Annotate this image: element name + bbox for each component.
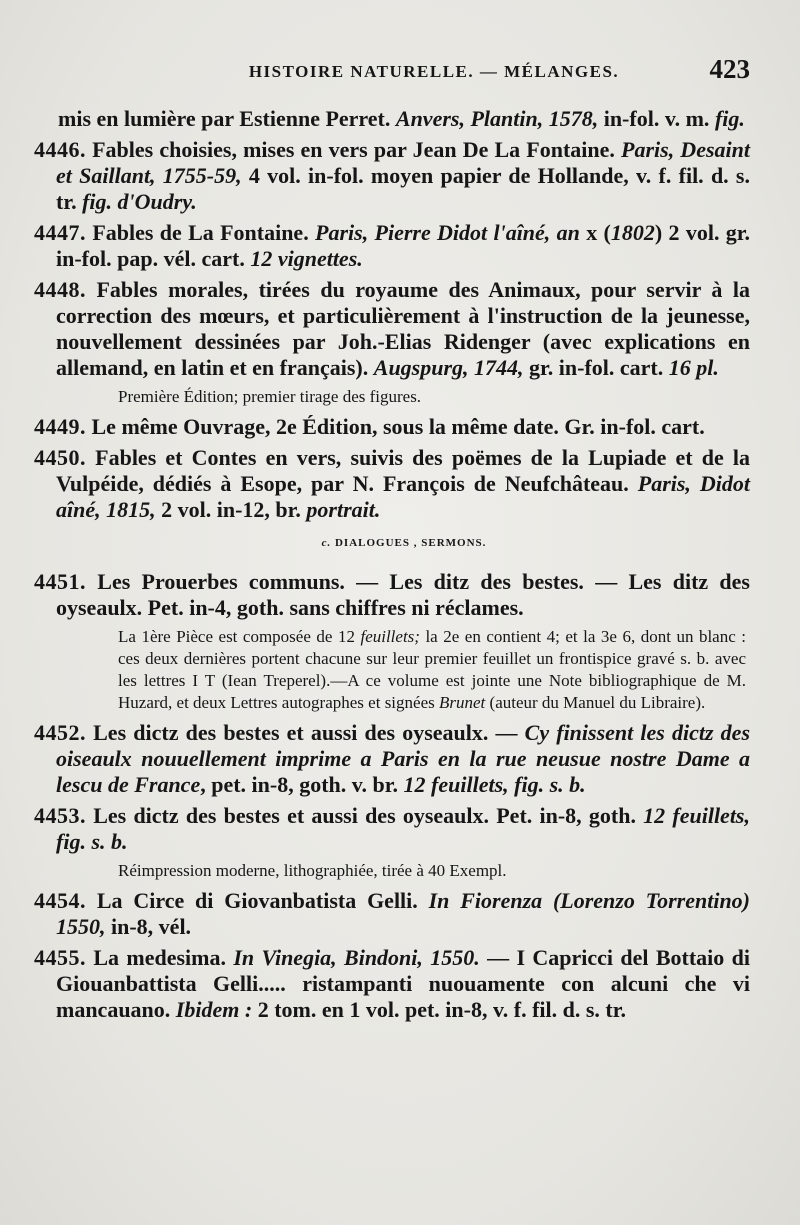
- section-heading: [58, 537, 750, 549]
- entry-4450: [34, 445, 750, 523]
- entry-text: 4 vol. in-fol. moyen papier de Hollande, v. f. fil. d. s. tr.: [56, 163, 750, 214]
- entry-text: mis en lumière par Estienne Perret.: [58, 106, 396, 131]
- entry-number: 4450.: [34, 445, 86, 470]
- entry-italic: 12 feuillets, fig. s. b.: [403, 772, 586, 797]
- note-italic: feuillets;: [360, 627, 420, 646]
- entry-number: 4451.: [34, 569, 86, 594]
- entry-note: Réimpression moderne, lithographiée, tirée à 40 Exempl.: [118, 861, 507, 880]
- entry-note: [118, 626, 750, 714]
- entry-imprint: Anvers, Plantin, 1578,: [395, 106, 599, 131]
- entry-text: , pet. in-8, goth. v. br.: [200, 772, 404, 797]
- entry-text: in-8, vél.: [105, 914, 192, 939]
- entry-number: 4452.: [34, 720, 86, 745]
- entry-number: 4454.: [34, 888, 86, 913]
- entry-imprint: Paris, Pierre Didot l'aîné, an: [315, 220, 580, 245]
- entry-4451: [34, 569, 750, 621]
- entry-text: in-fol. v. m.: [598, 106, 715, 131]
- entry-italic: Cy finissent les dictz des oiseaulx nouuellement imprime a Paris en la rue neusue nostre Dame a lescu de France: [56, 720, 751, 797]
- entry-text: 2 tom. en 1 vol. pet. in-8, v. f. fil. d. s. tr.: [252, 997, 626, 1022]
- entry-italic: 12 vignettes.: [250, 246, 363, 271]
- entry-text: Les dictz des bestes et aussi des oyseaulx. Pet. in-8, goth.: [86, 803, 644, 828]
- entry-4454: [34, 888, 750, 940]
- entry-imprint: Augspurg, 1744,: [373, 355, 524, 380]
- entry-imprint: In Fiorenza (Lorenzo Torrentino) 1550,: [56, 888, 751, 939]
- entry-number: 4453.: [34, 803, 86, 828]
- entry-italic: fig. d'Oudry.: [82, 189, 197, 214]
- entry-4453: [34, 803, 750, 855]
- entry-text: 2 vol. in-12, br.: [155, 497, 307, 522]
- entry-4455: [34, 945, 750, 1023]
- section-letter: c.: [321, 537, 332, 549]
- entry-italic: portrait.: [306, 497, 381, 522]
- header-title: HISTOIRE NATURELLE. — MÉLANGES.: [248, 62, 620, 81]
- note-text: la 2e en contient 4; et la 3e 6, dont un blanc : ces deux dernières portent chacune sur leur premier feuillet un frontispice gravé s. b. avec les lettres I T (Iean Treperel).—A ce volume est jointe une Note bibliographique de M. Huzard, et deux Lettres autographes et signées: [118, 627, 747, 712]
- entry-text: La Circe di Giovanbatista Gelli.: [86, 888, 429, 913]
- section-title: DIALOGUES , SERMONS.: [334, 537, 487, 549]
- entry-imprint: Paris, Desaint et Saillant, 1755-59,: [56, 137, 750, 188]
- entry-italic: Ibidem :: [175, 997, 253, 1022]
- note-text: La 1ère Pièce est composée de 12: [118, 627, 361, 646]
- entry-text: Fables de La Fontaine.: [86, 220, 316, 245]
- entry-text: Fables et Contes en vers, suivis des poëmes de la Lupiade et de la Vulpéide, dédiés à Esope, par N. François de Neufchâteau.: [56, 445, 750, 496]
- entry-text: x (: [579, 220, 611, 245]
- note-italic: Brunet: [439, 693, 486, 712]
- note-text: (auteur du Manuel du Libraire).: [485, 693, 706, 712]
- entry-text: Fables morales, tirées du royaume des Animaux, pour servir à la correction des mœurs, et particulièrement à l'instruction de la jeunesse, nouvellement dessinées par Joh.-Elias Ridenger (avec explications en allemand, en latin et en français).: [56, 277, 750, 380]
- entry-number: 4455.: [34, 945, 86, 970]
- entry-4448: [34, 277, 750, 381]
- entry-italic: fig.: [714, 106, 745, 131]
- entry-italic: 12 feuillets, fig. s. b.: [56, 803, 750, 854]
- running-header: [58, 54, 750, 106]
- entry-text: Fables choisies, mises en vers par Jean De La Fontaine.: [86, 137, 622, 162]
- entry-4449: [34, 414, 750, 440]
- entry-4452: [34, 720, 750, 798]
- entry-number: 4446.: [34, 137, 86, 162]
- entry-imprint: In Vinegia, Bindoni, 1550.: [233, 945, 480, 970]
- entry-italic: 1802: [610, 220, 655, 245]
- entry-4446: [34, 137, 750, 215]
- entry-text: — I Capricci del Bottaio di Giouanbattista Gelli..... ristampanti nuouamente con alcuni che vi mancauano.: [56, 945, 750, 1022]
- entry-text: Le même Ouvrage, 2e Édition, sous la même date. Gr. in-fol. cart.: [86, 414, 705, 439]
- entry-number: 4448.: [34, 277, 86, 302]
- entry-number: 4449.: [34, 414, 86, 439]
- entry-text: ) 2 vol. gr. in-fol. pap. vél. cart.: [56, 220, 751, 271]
- entry-text: La medesima.: [86, 945, 234, 970]
- entry-text: Les dictz des bestes et aussi des oyseaulx. —: [86, 720, 525, 745]
- entry-imprint: Paris, Didot aîné, 1815,: [56, 471, 750, 522]
- entry-number: 4447.: [34, 220, 86, 245]
- entry-4447: [34, 220, 750, 272]
- entry-italic: 16 pl.: [668, 355, 719, 380]
- entry-continuation: [58, 106, 750, 132]
- page-number: 423: [709, 54, 750, 84]
- entry-text: Les Prouerbes communs. — Les ditz des bestes. — Les ditz des oyseaulx. Pet. in-4, goth. sans chiffres ni réclames.: [56, 569, 750, 620]
- entry-text: gr. in-fol. cart.: [523, 355, 669, 380]
- entry-note: Première Édition; premier tirage des figures.: [118, 387, 422, 406]
